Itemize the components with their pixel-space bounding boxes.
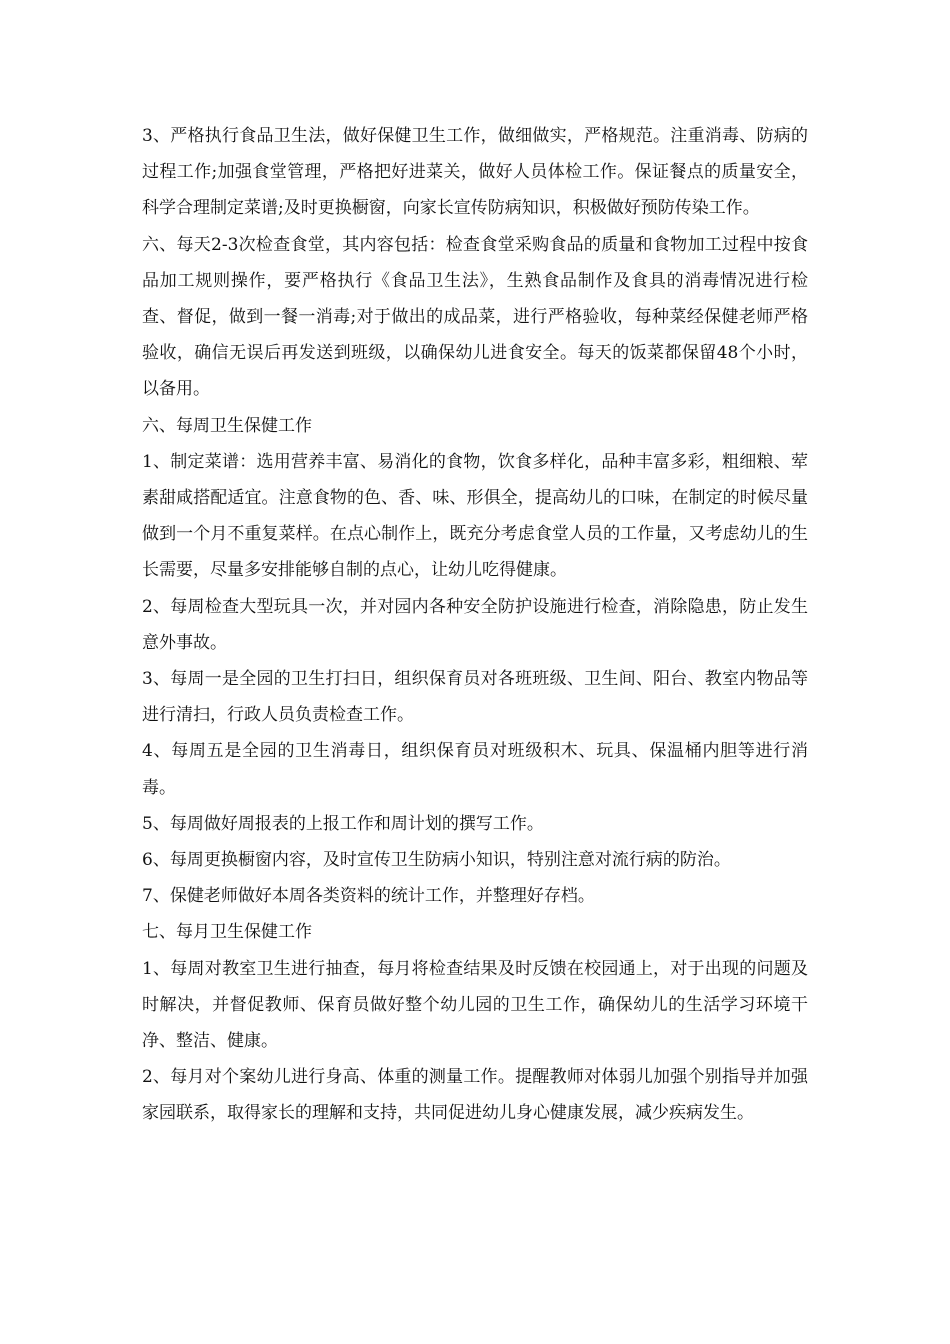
paragraph-weekly-item-1: 1、制定菜谱：选用营养丰富、易消化的食物，饮食多样化，品种丰富多彩，粗细粮、荤素甜咸搭配适宜。注意食物的色、香、味、形俱全，提高幼儿的口味，在制定的时候尽量做到一个月不重复菜样。在点心制作上，既充分考虑食堂人员的工作量，又考虑幼儿的生长需要，尽量多安排能够自制的点心，让幼儿吃得健康。: [142, 451, 808, 581]
paragraph-monthly-item-2: 2、每月对个案幼儿进行身高、体重的测量工作。提醒教师对体弱儿加强个别指导并加强家园联系，取得家长的理解和支持，共同促进幼儿身心健康发展，减少疾病发生。: [142, 1067, 808, 1124]
paragraph-weekly-item-6: 6、每周更换橱窗内容，及时宣传卫生防病小知识，特别注意对流行病的防治。: [142, 850, 731, 871]
paragraph-weekly-item-7: 7、保健老师做好本周各类资料的统计工作，并整理好存档。: [142, 886, 595, 907]
paragraph-weekly-item-4: 4、每周五是全园的卫生消毒日，组织保育员对班级积木、玩具、保温桶内胆等进行消毒。: [142, 741, 808, 798]
paragraph-weekly-item-3: 3、每周一是全园的卫生打扫日，组织保育员对各班班级、卫生间、阳台、教室内物品等进行清扫，行政人员负责检查工作。: [142, 669, 808, 726]
paragraph-weekly-item-5: 5、每周做好周报表的上报工作和周计划的撰写工作。: [142, 813, 544, 834]
heading-monthly-health-work: 七、每月卫生保健工作: [142, 922, 312, 943]
paragraph-weekly-item-2: 2、每周检查大型玩具一次，并对园内各种安全防护设施进行检查，消除隐患，防止发生意外事故。: [142, 596, 808, 653]
heading-weekly-health-work: 六、每周卫生保健工作: [142, 415, 312, 436]
paragraph-monthly-item-1: 1、每周对教室卫生进行抽查，每月将检查结果及时反馈在校园通上，对于出现的问题及时解决，并督促教师、保育员做好整个幼儿园的卫生工作，确保幼儿的生活学习环境干净、整洁、健康。: [142, 958, 808, 1052]
paragraph-daily-canteen-check: 六、每天2-3次检查食堂，其内容包括：检查食堂采购食品的质量和食物加工过程中按食品加工规则操作，要严格执行《食品卫生法》，生熟食品制作及食具的消毒情况进行检查、督促，做到一餐一消毒;对于做出的成品菜，进行严格验收，每种菜经保健老师严格验收，确信无误后再发送到班级，以确保幼儿进食安全。每天的饭菜都保留48个小时，以备用。: [142, 234, 808, 400]
document-page: [142, 118, 808, 1132]
paragraph-hygiene-law: 3、严格执行食品卫生法，做好保健卫生工作，做细做实，严格规范。注重消毒、防病的过程工作;加强食堂管理，严格把好进菜关，做好人员体检工作。保证餐点的质量安全，科学合理制定菜谱;及时更换橱窗，向家长宣传防病知识，积极做好预防传染工作。: [142, 126, 808, 219]
